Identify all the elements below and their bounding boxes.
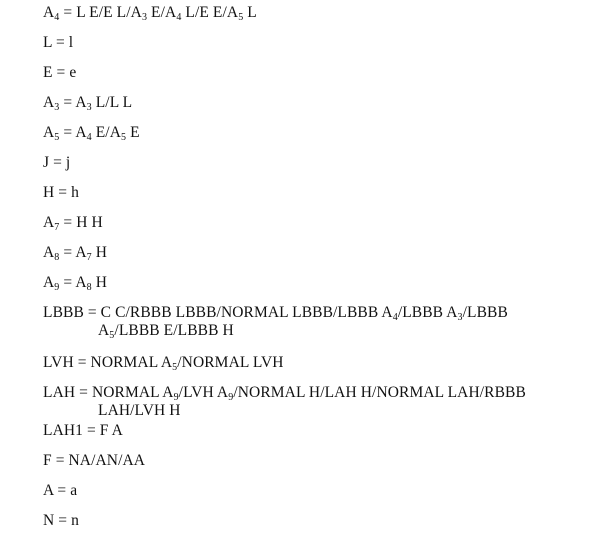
rule-lbbb: [43, 304, 508, 340]
rule-a3: [43, 94, 132, 112]
rule-f-text: F = NA/AN/AA: [43, 452, 146, 469]
rule-a: [43, 482, 77, 500]
rule-a9-text: $A_9 = A_8$ H: [43, 274, 108, 293]
rule-f: [43, 452, 145, 470]
rule-a8-text: $A_8 = A_7$ H: [43, 244, 108, 263]
rule-lah-text: LAH = NORMAL $A_9$/LVH $A_9$/NORMAL H/LAH H/NORMAL LAH/RBBB: [43, 384, 526, 403]
rule-a7-text: $A_7 = H$ H: [43, 214, 103, 233]
rule-l-text: L = l: [43, 34, 74, 51]
rule-l: [43, 34, 73, 52]
rule-a-text: A = a: [43, 482, 78, 499]
rule-lah: [43, 384, 526, 420]
rule-lbbb-continuation: $A_5$/LBBB E/LBBB H: [98, 322, 234, 341]
rule-a8: [43, 244, 107, 262]
rule-n: [43, 512, 79, 530]
rule-j-text: J = j: [43, 154, 71, 171]
rule-a4-text: $A_4 = L$ E/E $L/A_3$ $E/A_4$ L/E $E/A_5$ L: [43, 4, 257, 23]
rule-a3-text: $A_3 = A_3$ L/L L: [43, 94, 133, 113]
rule-lvh-text: LVH = NORMAL $A_5$/NORMAL LVH: [43, 354, 284, 373]
rule-j: [43, 154, 70, 172]
rule-h-text: H = h: [43, 184, 79, 201]
rule-lvh: [43, 354, 284, 372]
rule-lbbb-text: LBBB = C C/RBBB LBBB/NORMAL LBBB/LBBB $A_4$/LBBB $A_3$/LBBB: [43, 304, 508, 323]
rule-e: [43, 64, 76, 82]
rule-a5-text: $A_5 = A_4$ $E/A_5$ E: [43, 124, 140, 143]
rule-lah1: [43, 422, 123, 440]
rule-a5: [43, 124, 140, 142]
rule-a9: [43, 274, 107, 292]
rule-h: [43, 184, 79, 202]
rule-n-text: N = n: [43, 512, 79, 529]
rule-a4: [43, 4, 257, 22]
rule-lah1-text: LAH1 = F A: [43, 422, 123, 439]
rule-lah-continuation: LAH/LVH H: [98, 402, 181, 419]
rule-e-text: E = e: [43, 64, 77, 81]
rule-a7: [43, 214, 103, 232]
